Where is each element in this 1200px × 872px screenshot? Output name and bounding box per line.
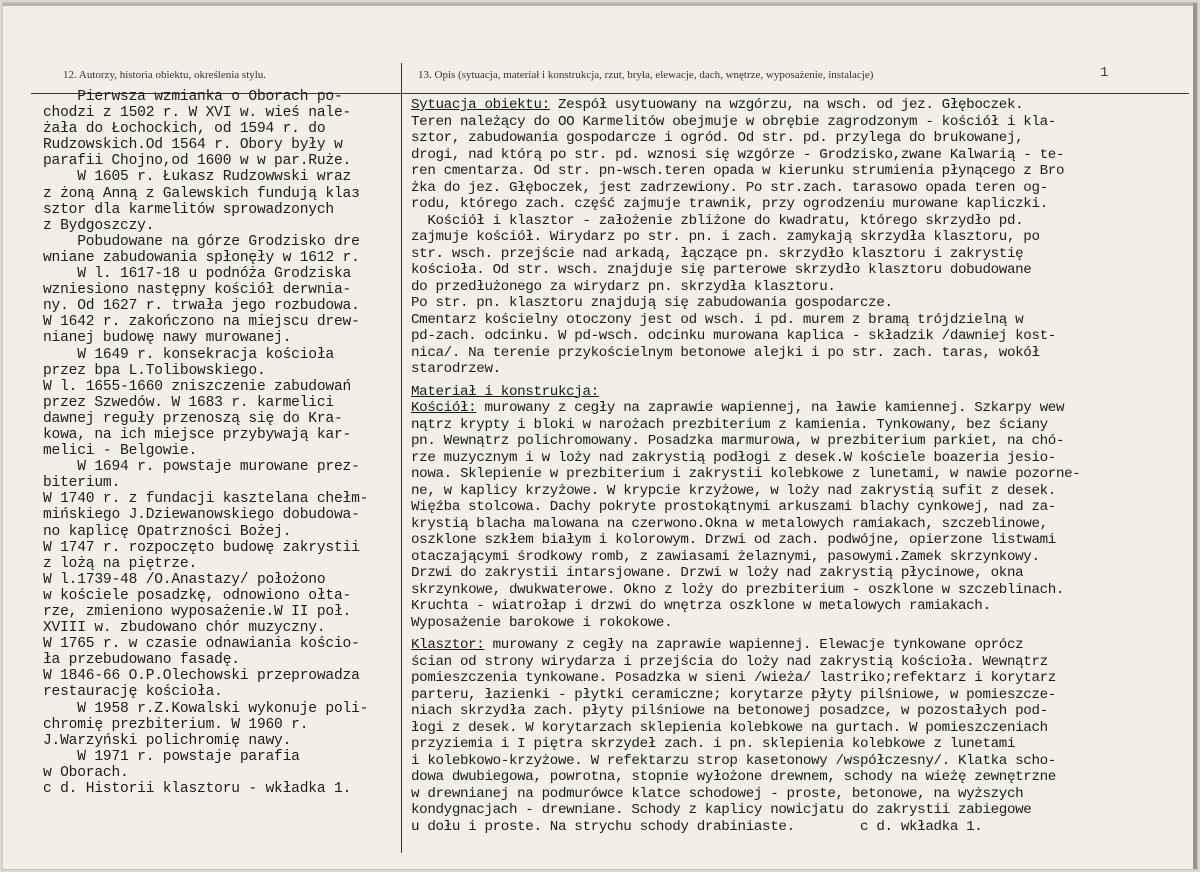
description-line: żka do jez. Głęboczek, jest zadrzewiony. Po str.zach. tarasowo opada teren og- [411, 179, 1048, 196]
section-heading: Kościół: [411, 400, 477, 416]
history-line: Pierwsza wzmianka o Oborach po- [43, 89, 343, 105]
history-line: W 1649 r. konsekracja kościoła [43, 346, 334, 363]
description-line: starodrzew. [411, 361, 501, 377]
description-line: Teren należący do OO Karmelitów obejmuje w obrębie zagrodzonym - kościół i kla- [411, 113, 1056, 130]
description-line: niach skrzydła zach. płyty pilśniowe na betonowej posadzce, w pozostałych pod- [411, 703, 1048, 719]
history-line: w Oborach. [43, 764, 129, 781]
right-column-header: 13. Opis (sytuacja, materiał i konstrukcja, rzut, bryła, elewacje, dach, wnętrze, wyposażenie, instalacje) [418, 69, 874, 81]
history-line: sztor dla karmelitów sprowadzonych [43, 201, 334, 218]
description-line: pomieszczenia tynkowane. Posadzka w sieni /wieża/ lastriko;refektarz i korytarz [411, 670, 1056, 686]
history-line: J.Warzyński polichromię nawy. [43, 732, 292, 749]
history-line: W l. 1617-18 u podnóża Grodziska [43, 266, 352, 283]
history-line: W 1740 r. z fundacji kasztelana chełm- [43, 491, 369, 508]
history-line: c d. Historii klasztoru - wkładka 1. [43, 781, 352, 798]
description-line: Po str. pn. klasztoru znajdują się zabudowania gospodarcze. [411, 295, 893, 311]
description-line: otaczającymi środkowy romb, z zawiasami żelaznymi, pasowymi.Zamek skrzynkowy. [411, 548, 1040, 565]
description-line: Kościół i klasztor - założenie zbliżone do kwadratu, którego skrzydło pd. [411, 212, 1024, 229]
history-line: W l.1739-48 /O.Anastazy/ położono [43, 571, 326, 588]
history-line: ny. Od 1627 r. trwała jego rozbudowa. [43, 298, 360, 315]
history-text [43, 89, 368, 797]
history-line: XVIII w. zbudowano chór muzyczny. [43, 620, 326, 637]
history-line: żała do Łochockich, od 1594 r. do [43, 121, 326, 138]
description-line: drogi, nad którą po str. pd. wznosi się wzgórze - Grodzisko,zwane Kalwarią - te- [411, 146, 1065, 163]
history-line: wniane zabudowania spłonęły w 1612 r. [43, 249, 360, 266]
description-line: Cmentarz kościelny otoczony jest od wsch. i pd. murem z bramą trójdzielną w [411, 311, 1024, 328]
description-line: murowany z cegły na zaprawie wapiennej, na ławie kamiennej. Szkarpy wew [476, 400, 1065, 416]
right-edge [1193, 3, 1197, 869]
history-line: ła przebudowano fasadę. [43, 652, 240, 669]
description-line: pd-zach. odcinku. W pd-wsch. odcinku murowana kaplica - składzik /dawniej kost- [411, 328, 1056, 344]
history-line: mińskiego J.Dziewanowskiego dobudowa- [43, 507, 360, 524]
description-line: oszklone szkłem białym i kolorowym. Drzwi od zach. podwójne, opierzone listwami [411, 532, 1056, 548]
history-line: z żoną Anną z Galewskich fundują klaз [43, 185, 360, 202]
description-line: i kolebkowo-krzyżowe. W refektarzu strop kasetonowy /współczesny/. Klatka scho- [411, 752, 1056, 769]
description-line: u dołu i proste. Na strychu schody drabiniaste. c d. wkładka 1. [411, 818, 983, 835]
column-divider [401, 63, 402, 853]
description-line: rodu, którego zach. część zajmuje trawnik, przy ogrodzeniu murowane kapliczki. [411, 196, 1048, 212]
description-line: rze muzycznym i w loży nad zakrystią podłogi z desek.W kościele boazeria jesio- [411, 449, 1056, 466]
history-line: no kaplicę Opatrzności Bożej. [43, 523, 292, 540]
description-line: kościoła. Od str. wsch. znajduje się parterowe skrzydło klasztoru dobudowane [411, 262, 1032, 278]
history-line: nianej budowę nawy murowanej. [43, 330, 292, 347]
tick-mark: 1 [1100, 65, 1109, 81]
description-line: zajmuje kościół. Wirydarz po str. pn. i zach. zamykają skrzydła klasztoru, po [411, 229, 1040, 245]
description-line: sztor, zabudowania gospodarcze i ogród. Od str. pd. przylega do brukowanej, [411, 130, 1024, 146]
description-line: nątrz krypty i bloki w narożach prezbiterium z kamienia. Tynkowany, bez ściany [411, 416, 1048, 433]
section-first-line [411, 384, 1080, 401]
section-first-line [411, 400, 1080, 417]
history-line: W 1958 r.Z.Kowalski wykonuje poli- [43, 700, 369, 717]
history-line: melici - Belgowie. [43, 443, 198, 460]
top-edge [3, 3, 1197, 6]
description-line: nica/. Na terenie przykościelnym betonowe alejki i po str. zach. taras, wokół [411, 344, 1040, 361]
history-line: W 1971 r. powstaje parafia [43, 748, 300, 765]
section-first-line [411, 97, 1080, 114]
description-line: łogi z desek. W korytarzach sklepienia kolebkowe na gurtach. W pomieszczeniach [411, 719, 1048, 736]
history-line: W 1694 r. powstaje murowane prez- [43, 459, 360, 476]
history-line: w kościele posadzkę, odnowiono ołta- [43, 587, 352, 604]
description-line: krystią blacha malowana na czerwono.Okna w metalowych ramiakach, szczeblinowe, [411, 515, 1048, 532]
section-heading: Materiał i konstrukcja: [411, 383, 599, 400]
history-line: W 1605 r. Łukasz Rudzowwski wraz [43, 169, 352, 186]
history-line: W 1642 r. zakończono na miejscu drew- [43, 314, 360, 331]
description-text [411, 97, 1080, 835]
history-line: restaurację kościoła. [43, 684, 223, 701]
history-line: chodzi z 1502 r. W XVI w. wieś nale- [43, 105, 352, 122]
description-line: przyziemia i I piętra skrzydeł zach. i pn. sklepienia kolebkowe z lunetami [411, 736, 1016, 752]
description-line: skrzynkowe, dwukwaterowe. Okno z loży do prezbiterium - oszklone w szczeblinach. [411, 581, 1065, 598]
history-line: W 1765 r. w czasie odnawiania kościo- [43, 636, 360, 653]
history-line: rze, zmieniono wyposażenie.W II poł. [43, 604, 352, 620]
description-line: murowany z cegły na zaprawie wapiennej. Elewacje tynkowane oprócz [484, 637, 1024, 653]
history-line: przez Szwedów. W 1683 r. karmelici [43, 394, 334, 411]
description-line: parteru, łazienki - płytki ceramiczne; korytarze płyty pilśniowe, w pomieszcze- [411, 686, 1056, 703]
history-line: dawnej reguły przenoszą się do Kra- [43, 410, 343, 427]
description-line: do przedłużonego za wirydarz pn. skrzydła klasztoru. [411, 278, 836, 295]
description-line: dowa dwubiegowa, powrotna, stopnie wyłożone drewnem, schody na wieżę zewnętrzne [411, 769, 1056, 785]
history-line: z Bydgoszczy. [43, 217, 155, 234]
description-line: str. wsch. przejście nad arkadą, łączące pn. skrzydło klasztoru i zakrystię [411, 245, 1024, 262]
history-line: chromię prezbiterium. W 1960 r. [43, 716, 309, 733]
description-line: nowa. Sklepienie w prezbiterium i zakrystii kolebkowe z lunetami, w nawie pozorne- [411, 466, 1081, 482]
description-line: pn. Wewnątrz polichromowany. Posadzka marmurowa, w prezbiterium parkiet, na chó- [411, 433, 1065, 449]
left-column-header: 12. Autorzy, historia obiektu, określenia stylu. [63, 69, 267, 81]
record-card [2, 2, 1198, 870]
history-line: parafii Chojno,od 1600 w w par.Ruże. [43, 153, 352, 170]
history-line: kowa, na ich miejsce przybywają kar- [43, 426, 352, 443]
section-first-line [411, 637, 1080, 654]
history-line: z lożą na piętrze. [43, 555, 198, 572]
description-line: Wyposażenie barokowe i rokokowe. [411, 614, 673, 631]
description-line: Kruchta - wiatrołap i drzwi do wnętrza oszklone w metalowych ramiakach. [411, 598, 991, 614]
description-line: w drewnianej na podmurówce klatce schodowej - proste, betonowe, na wyższych [411, 785, 1024, 802]
section-heading: Sytuacja obiektu: [411, 97, 550, 113]
description-line: Więźba stolcowa. Dachy pokryte prostokątnymi arkuszami blachy cynkowej, nad za- [411, 499, 1056, 515]
history-line: wzniesiono następny kościół derwnia- [43, 282, 352, 299]
description-line: Zespół usytuowany na wzgórzu, na wsch. od jez. Głęboczek. [549, 97, 1024, 113]
history-line: Rudzowskich.Od 1564 r. Obory były w [43, 137, 343, 154]
history-line: W 1747 r. rozpoczęto budowę zakrystii [43, 539, 360, 556]
description-line: kondygnacjach - drewniane. Schody z kaplicy nowicjatu do zakrystii zabiegowe [411, 802, 1032, 818]
history-line: W l. 1655-1660 zniszczenie zabudowań [43, 378, 352, 395]
description-line: Drzwi do zakrystii intarsjowane. Drzwi w loży nad zakrystią płycinowe, okna [411, 565, 1024, 581]
history-line: Pobudowane na górze Grodzisko dre [43, 233, 360, 250]
section-heading: Klasztor: [411, 637, 485, 653]
history-line: przez bpa L.Tolibowskiego. [43, 362, 266, 379]
description-line: ścian od strony wirydarza i przejścia do loży nad zakrystią kościoła. Wewnątrz [411, 653, 1048, 670]
description-line: ne, w kaplicy krzyżowe. W krypcie krzyżowe, w loży nad zakrystią sufit z desek. [411, 482, 1056, 499]
history-line: biterium. [43, 475, 121, 492]
history-line: W 1846-66 O.P.Olechowski przeprowadza [43, 668, 360, 685]
description-line: ren cmentarza. Od str. pn-wsch.teren opada w kierunku strumienia płynącego z Bro [411, 163, 1065, 179]
